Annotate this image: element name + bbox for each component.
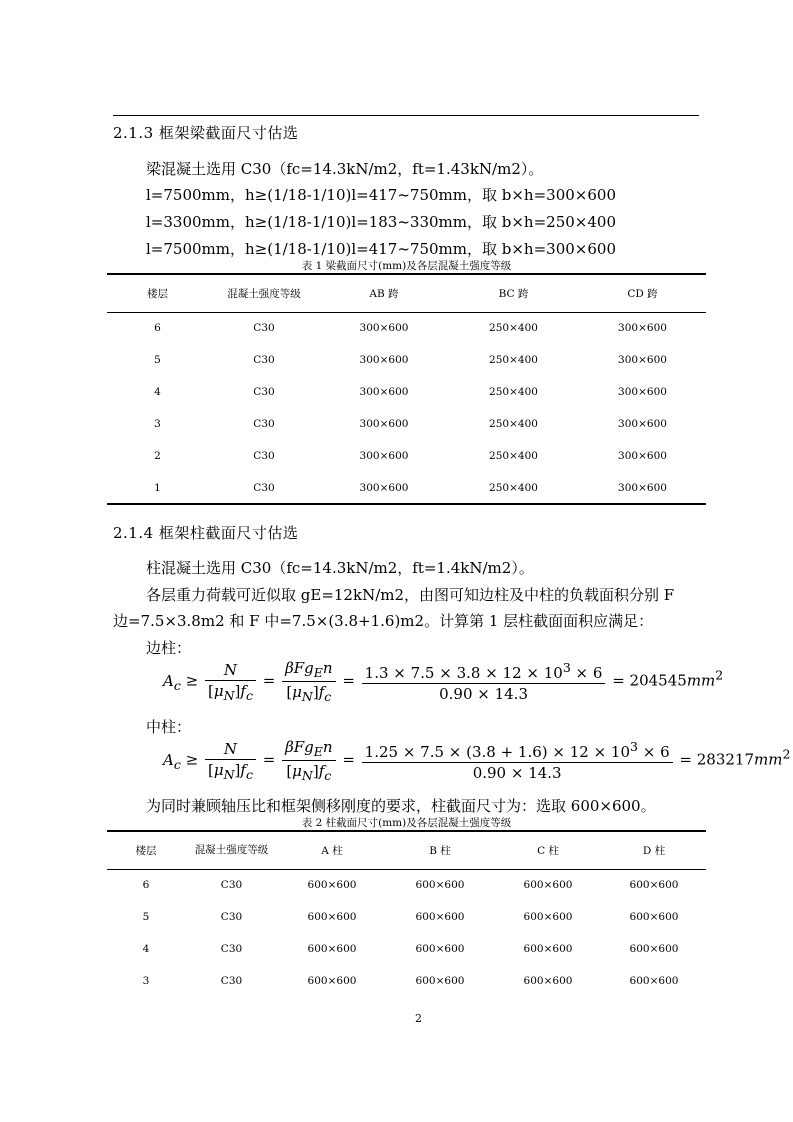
- table-cell: C30: [208, 472, 320, 504]
- table-cell: C30: [253, 386, 275, 398]
- table-cell: 600×600: [415, 879, 465, 892]
- column-section-table: [107, 830, 706, 997]
- table-row: [107, 408, 706, 440]
- table-cell: 3: [154, 418, 161, 430]
- table-row: [107, 312, 706, 344]
- table2-caption: 表 2 柱截面尺寸(mm)及各层混凝土强度等级: [301, 817, 512, 829]
- table-cell: 300×600: [320, 472, 448, 504]
- table-cell: C30: [220, 911, 243, 923]
- edge-eq-denominator: 0.90 × 14.3: [439, 685, 528, 703]
- table-header-cell: 楼层: [107, 831, 185, 869]
- gravity-load-line: 各层重力荷载可近似取 gE=12kN/m2，由图可知边柱及中柱的负载面积分别 F: [146, 586, 675, 604]
- column-conclusion-line: 为同时兼顾轴压比和框架侧移刚度的要求，柱截面尺寸为：选取 600×600。: [146, 797, 656, 815]
- edge-column-label: 边柱：: [146, 639, 192, 657]
- table-cell: 600×600: [415, 943, 465, 955]
- table-cell: 250×400: [489, 450, 538, 462]
- table-cell: C30: [253, 450, 275, 462]
- table-header-cell: A 柱: [278, 831, 386, 869]
- table-cell: 600×600: [523, 911, 573, 923]
- table-cell: 1: [107, 472, 208, 504]
- table-cell: 300×600: [359, 418, 409, 430]
- section-213-heading: 2.1.3 框架梁截面尺寸估选: [113, 124, 299, 142]
- table-cell: 600×600: [629, 879, 679, 892]
- middle-column-label: 中柱：: [146, 718, 192, 736]
- edge-eq-numerator: 1.3 × 7.5 × 3.8 × 12 × 10: [364, 664, 563, 682]
- table-cell: 4: [154, 386, 161, 398]
- table-cell: 4: [142, 943, 150, 955]
- table-cell: C30: [253, 322, 275, 335]
- table-cell: 5: [154, 354, 161, 366]
- table-row: [107, 344, 706, 376]
- page-number: 2: [415, 1012, 422, 1025]
- table-cell: 250×400: [489, 418, 538, 430]
- table-cell: 250×400: [448, 472, 579, 504]
- table-row: [107, 901, 706, 933]
- table-cell: 300×600: [618, 450, 667, 462]
- middle-eq-denominator: 0.90 × 14.3: [472, 764, 562, 782]
- table-row: [107, 965, 706, 997]
- table-cell: 600×600: [629, 943, 679, 955]
- table-row: [107, 869, 706, 901]
- table-row: [107, 472, 706, 504]
- table-header-cell: 混凝土强度等级: [185, 831, 278, 869]
- header-rule: [113, 115, 699, 116]
- table-header-row: [107, 274, 706, 312]
- beam-section-table: [107, 273, 706, 505]
- table-cell: 300×600: [359, 386, 409, 398]
- edge-column-equation: $A_c$ ≥ $\frac{N}{[\mu_N]f_c}$ = $\frac{\beta Fg_En}{[\mu_N]f_c}$ = $\frac{1.3 \times 7.5 \times 3.8 \times 12 \times 10^3 \times 6}{0.90 \times 14.3}$ = $204545mm^2$: [163, 659, 724, 704]
- table-cell: 600×600: [629, 911, 679, 923]
- middle-eq-numerator: 1.25 × 7.5 × (3.8 + 1.6) × 12 × 10: [364, 743, 631, 761]
- table-cell: 300×600: [618, 354, 667, 366]
- table-cell: 2: [154, 450, 161, 462]
- middle-column-equation: $A_c$ ≥ $\frac{N}{[\mu_N]f_c}$ = $\frac{\beta Fg_En}{[\mu_N]f_c}$ = $\frac{1.25 \times 7.5 \times (3.8 + 1.6) \times 12 \times 10^3 \times 6}{0.90 \times 14.3}$ = $283217mm^2$: [163, 738, 791, 783]
- table-cell: 600×600: [523, 943, 573, 955]
- table-cell: 300×600: [359, 450, 409, 462]
- table1-caption: 表 1 梁截面尺寸(mm)及各层混凝土强度等级: [301, 260, 512, 272]
- table-cell: 300×600: [618, 418, 667, 430]
- table-cell: 250×400: [489, 354, 538, 366]
- table-header-cell: CD 跨: [579, 274, 706, 312]
- table-cell: C30: [253, 354, 275, 366]
- table-cell: C30: [253, 418, 275, 430]
- edge-eq-result: 204545: [629, 671, 687, 690]
- table-cell: 600×600: [415, 975, 465, 987]
- table-row: [107, 933, 706, 965]
- table-cell: 300×600: [618, 386, 667, 398]
- table-cell: C30: [220, 975, 243, 987]
- table-cell: C30: [220, 943, 243, 955]
- load-area-line: 边=7.5×3.8m2 和 F 中=7.5×(3.8+1.6)m2。计算第 1 层柱截面面积应满足：: [113, 612, 654, 630]
- table-cell: 600×600: [307, 879, 357, 892]
- table-cell: 300×600: [579, 472, 706, 504]
- table-cell: 600×600: [523, 975, 573, 987]
- table-cell: 300×600: [359, 322, 409, 335]
- column-concrete-line: 柱混凝土选用 C30（fc=14.3kN/m2，ft=1.4kN/m2）。: [146, 559, 534, 577]
- table-header-cell: D 柱: [602, 831, 706, 869]
- table-header-cell: C 柱: [494, 831, 602, 869]
- beam-span-line-2: l=3300mm，h≥(1/18-1/10)l=183~330mm，取 b×h=250×400: [146, 213, 616, 231]
- section-214-heading: 2.1.4 框架柱截面尺寸估选: [113, 524, 299, 542]
- table-cell: 5: [142, 911, 150, 923]
- table-cell: 250×400: [489, 386, 538, 398]
- table-cell: 6: [154, 322, 161, 335]
- table-cell: 600×600: [629, 975, 679, 987]
- table-cell: 600×600: [523, 879, 573, 892]
- beam-span-line-1: l=7500mm，h≥(1/18-1/10)l=417~750mm，取 b×h=300×600: [146, 186, 616, 204]
- table-header-cell: AB 跨: [320, 274, 448, 312]
- table-cell: 600×600: [307, 975, 357, 987]
- table-header-cell: BC 跨: [448, 274, 579, 312]
- table-header-cell: B 柱: [386, 831, 494, 869]
- table-cell: 300×600: [359, 354, 409, 366]
- table-cell: 600×600: [307, 911, 357, 923]
- table-header-row: [107, 831, 706, 869]
- table-row: [107, 440, 706, 472]
- table-cell: 600×600: [307, 943, 357, 955]
- table-cell: 3: [142, 975, 150, 987]
- table-cell: C30: [220, 879, 243, 892]
- table-row: [107, 376, 706, 408]
- beam-span-line-3: l=7500mm，h≥(1/18-1/10)l=417~750mm，取 b×h=300×600: [146, 240, 616, 258]
- table-cell: 300×600: [618, 322, 667, 335]
- table-cell: 600×600: [415, 911, 465, 923]
- table-cell: 6: [142, 879, 150, 892]
- table-header-cell: 混凝土强度等级: [208, 274, 320, 312]
- table-cell: 250×400: [489, 322, 538, 335]
- table-header-cell: 楼层: [107, 274, 208, 312]
- beam-concrete-line: 梁混凝土选用 C30（fc=14.3kN/m2，ft=1.43kN/m2）。: [146, 160, 544, 178]
- middle-eq-result: 283217: [696, 750, 755, 769]
